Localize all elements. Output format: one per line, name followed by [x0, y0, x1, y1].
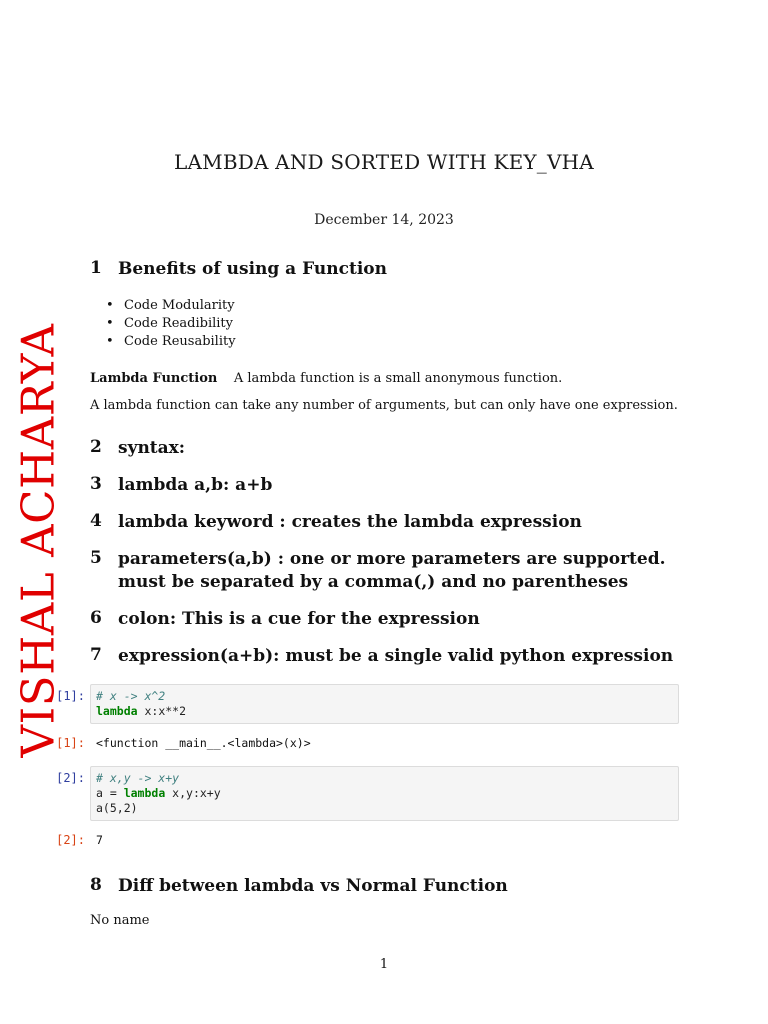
document-date: December 14, 2023 — [314, 212, 454, 228]
section-title: Benefits of using a Function — [118, 259, 387, 279]
section-title: syntax: — [118, 438, 186, 458]
code-output: <function __main__.<lambda>(x)> — [96, 736, 311, 750]
benefits-list — [90, 297, 690, 351]
section-title: parameters(a,b) : one or more parameters are supported. must be separated by a comma(,) and no parentheses — [118, 549, 666, 592]
code-input[interactable] — [90, 766, 679, 821]
lambda-definition-label: Lambda Function — [90, 371, 218, 386]
input-prompt: [2]: — [56, 771, 85, 785]
code-cell-1 — [56, 684, 690, 724]
code-keyword: lambda — [123, 786, 166, 800]
section-title: colon: This is a cue for the expression — [118, 609, 480, 629]
code-keyword: lambda — [96, 704, 138, 718]
list-item: • Code Reusability — [106, 333, 690, 351]
section-number: 5 — [90, 548, 102, 568]
page-number: 1 — [379, 957, 389, 972]
section-number: 7 — [90, 645, 102, 665]
section-number: 2 — [90, 437, 102, 457]
code-text: a(5,2) — [96, 801, 138, 815]
code-cell-2 — [56, 766, 690, 821]
section-heading-6 — [90, 608, 690, 631]
watermark-text: VISHAL ACHARYA — [11, 323, 65, 757]
section-heading-8 — [90, 875, 690, 898]
output-cell-1 — [56, 736, 690, 750]
document-body — [56, 258, 690, 930]
input-prompt: [1]: — [56, 689, 85, 703]
section-heading-7 — [90, 645, 690, 668]
code-comment: # x -> x^2 — [96, 689, 166, 703]
output-prompt: [2]: — [56, 833, 85, 847]
section-number: 1 — [90, 258, 102, 278]
code-text: a = — [96, 786, 124, 800]
section-heading-3 — [90, 474, 690, 497]
section-title: Diff between lambda vs Normal Function — [118, 876, 508, 896]
code-output: 7 — [96, 833, 103, 847]
section-number: 8 — [90, 875, 102, 895]
section-number: 6 — [90, 608, 102, 628]
section-heading-2 — [90, 437, 690, 460]
no-name-text: No name — [90, 913, 150, 928]
lambda-definition-text: A lambda function is a small anonymous function. — [233, 371, 563, 386]
section-heading-1 — [90, 258, 690, 281]
section-title: lambda a,b: a+b — [118, 475, 273, 495]
section-heading-4 — [90, 511, 690, 534]
list-item: • Code Modularity — [106, 297, 690, 315]
section-number: 4 — [90, 511, 102, 531]
code-text: x,y:x+y — [165, 786, 221, 800]
lambda-paragraph: A lambda function can take any number of arguments, but can only have one expression. — [90, 398, 678, 413]
section-title: lambda keyword : creates the lambda expression — [118, 512, 582, 532]
code-input[interactable] — [90, 684, 679, 724]
code-text: x:x**2 — [137, 704, 187, 718]
output-cell-2 — [56, 833, 690, 847]
code-comment: # x,y -> x+y — [96, 771, 180, 785]
lambda-definition — [90, 370, 690, 388]
section-title: expression(a+b): must be a single valid python expression — [118, 646, 674, 666]
document-title: LAMBDA AND SORTED WITH KEY_VHA — [174, 150, 594, 174]
list-item: • Code Readibility — [106, 315, 690, 333]
section-heading-5 — [90, 548, 690, 594]
output-prompt: [1]: — [56, 736, 85, 750]
section-number: 3 — [90, 474, 102, 494]
